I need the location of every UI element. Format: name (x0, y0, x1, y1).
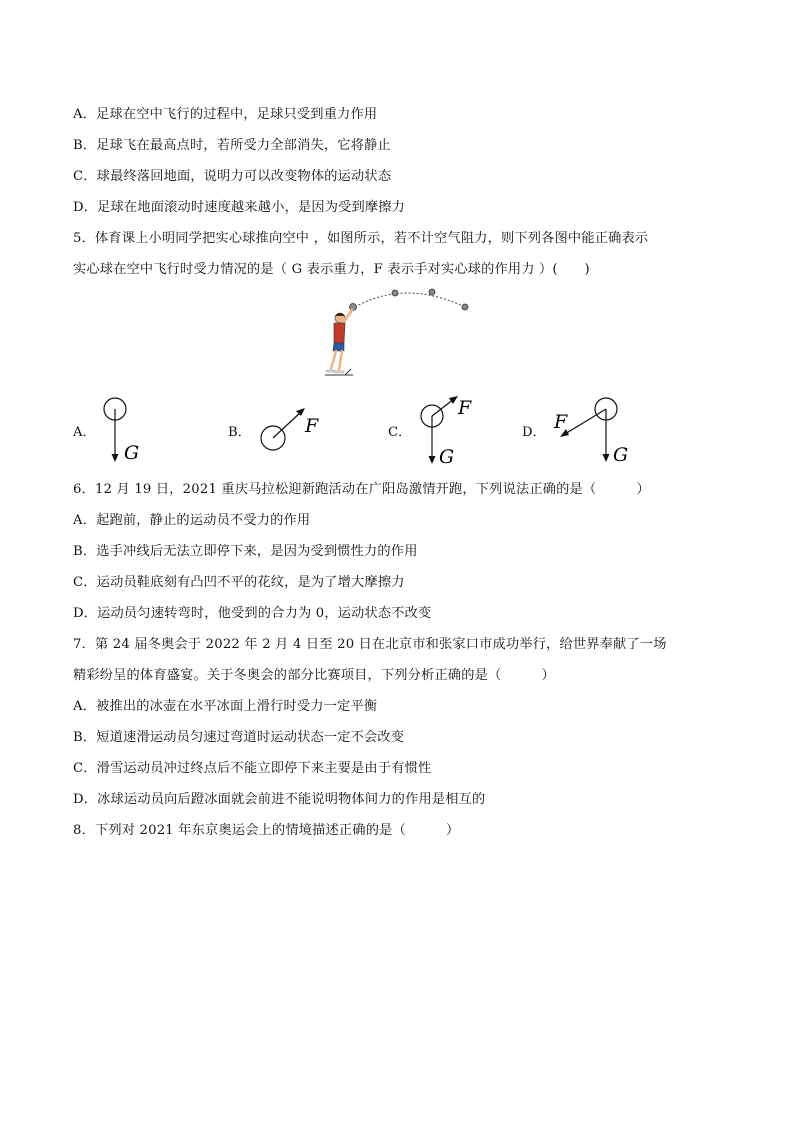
force-label: F (458, 397, 472, 419)
q6-option-a: A．起跑前，静止的运动员不受力的作用 (73, 513, 311, 528)
gravity-label: G (439, 446, 455, 468)
force-label: F (554, 411, 568, 433)
q4-option-a: A．足球在空中飞行的过程中，足球只受到重力作用 (73, 107, 378, 122)
q7-option-b: B．短道速滑运动员匀速过弯道时运动状态一定不会改变 (73, 730, 405, 745)
option-b-diagram (255, 400, 335, 460)
option-d-label: D． (522, 425, 546, 440)
q6-option-c: C．运动员鞋底刻有凸凹不平的花纹，是为了增大摩擦力 (73, 575, 405, 590)
q7-stem-line1: 7．第 24 届冬奥会于 2022 年 2 月 4 日至 20 日在北京市和张家口市成功举行，给世界奉献了一场 (73, 637, 667, 652)
q7-option-a: A．被推出的冰壶在水平冰面上滑行时受力一定平衡 (73, 699, 378, 714)
q6-option-b: B．选手冲线后无法立即停下来，是因为受到惯性力的作用 (73, 544, 418, 559)
q4-option-b: B．足球飞在最高点时，若所受力全部消失，它将静止 (73, 138, 391, 153)
option-a-diagram (98, 394, 158, 469)
q8-stem: 8．下列对 2021 年东京奥运会上的情境描述正确的是（ ） (73, 823, 460, 838)
q5-stem-line1: 5．体育课上小明同学把实心球推向空中 ，如图所示，若不计空气阻力，则下列各图中能正确表示 (73, 231, 649, 246)
option-a-label: A． (73, 425, 96, 440)
q7-option-c: C．滑雪运动员冲过终点后不能立即停下来主要是由于有惯性 (73, 761, 432, 776)
q7-stem-line2: 精彩纷呈的体育盛宴。关于冬奥会的部分比赛项目，下列分析正确的是（ ） (73, 668, 555, 683)
option-c-diagram (414, 394, 484, 469)
q4-option-d: D．足球在地面滚动时速度越来越小，是因为受到摩擦力 (73, 200, 406, 215)
option-d-diagram (550, 394, 630, 469)
gravity-label: G (613, 444, 629, 466)
option-b-label: B． (228, 425, 251, 440)
throwing-figure (315, 285, 475, 380)
q4-option-c: C．球最终落回地面，说明力可以改变物体的运动状态 (73, 169, 392, 184)
option-c-label: C． (388, 425, 412, 440)
q6-stem: 6．12 月 19 日，2021 重庆马拉松迎新跑活动在广阳岛激情开跑，下列说法正确的是（ ） (73, 482, 650, 497)
force-label: F (305, 415, 319, 437)
q5-stem-line2: 实心球在空中飞行时受力情况的是（ G 表示重力，F 表示手对实心球的作用力 ）( ) (73, 262, 590, 277)
gravity-label: G (124, 442, 140, 464)
q7-option-d: D．冰球运动员向后蹬冰面就会前进不能说明物体间力的作用是相互的 (73, 792, 486, 807)
q6-option-d: D．运动员匀速转弯时，他受到的合力为 0，运动状态不改变 (73, 606, 432, 621)
